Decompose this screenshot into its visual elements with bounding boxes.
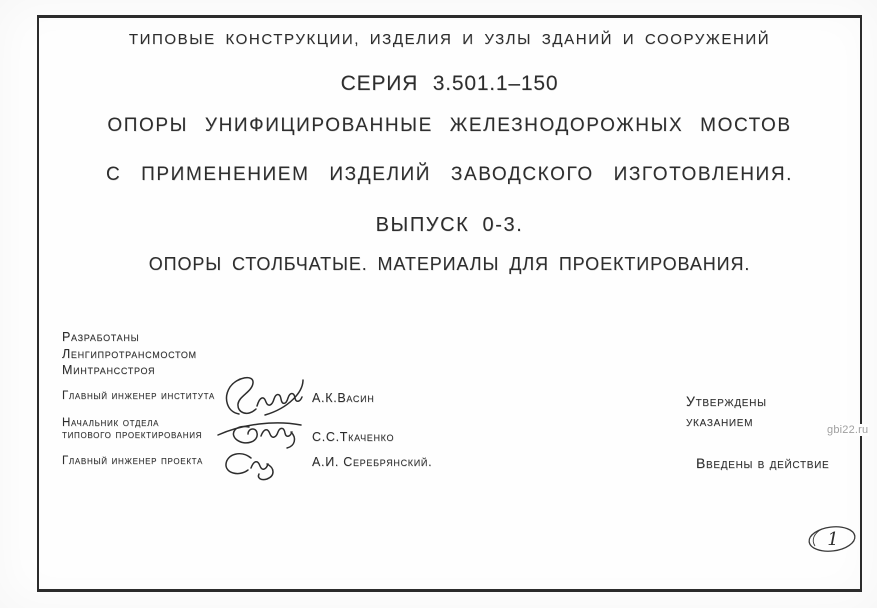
developed-by-line-1: Разработаны — [62, 330, 140, 344]
page-number-stamp — [803, 520, 861, 558]
role-chief-project-engineer: Главный инженер проекта — [62, 455, 204, 467]
role-chief-engineer-institute: Главный инженер института — [62, 390, 215, 402]
signatures — [215, 372, 319, 482]
subtitle-line: ОПОРЫ СТОЛБЧАТЫЕ. МАТЕРИАЛЫ ДЛЯ ПРОЕКТИРОВАНИЯ. — [148, 254, 751, 274]
effective-line: Введены в действие — [696, 455, 830, 471]
approved-by-line: указанием — [686, 413, 754, 429]
signature-serebryansky — [226, 454, 273, 480]
signatory-name-serebryansky: А.И. Серебрянский. — [312, 455, 433, 469]
border-frame — [37, 15, 862, 592]
series-line: СЕРИЯ 3.501.1–150 — [340, 72, 559, 95]
signature-tkachenko — [218, 423, 301, 448]
page-number: 1 — [827, 529, 839, 550]
role-head-of-department-line-1: Начальник отдела — [62, 417, 160, 429]
issue-line: ВЫПУСК 0-3. — [375, 214, 524, 236]
signatory-name-vasin: А.К.Васин — [312, 391, 375, 405]
stamp-oval-retrace — [813, 529, 822, 546]
developed-by-line-2: Ленгипротрансмостом — [62, 347, 197, 361]
signature-vasin — [227, 378, 303, 415]
signatory-name-tkachenko: С.С.Ткаченко — [312, 430, 395, 444]
developed-by-line-3: Минтрансстроя — [62, 363, 156, 377]
title-line-1: ОПОРЫ УНИФИЦИРОВАННЫЕ ЖЕЛЕЗНОДОРОЖНЫХ МОСТОВ — [107, 115, 792, 136]
doc-category-line: ТИПОВЫЕ КОНСТРУКЦИИ, ИЗДЕЛИЯ И УЗЛЫ ЗДАНИЙ И СООРУЖЕНИЙ — [128, 31, 771, 48]
role-head-of-department-line-2: типового проектирования — [62, 429, 203, 441]
title-line-2: С ПРИМЕНЕНИЕМ ИЗДЕЛИЙ ЗАВОДСКОГО ИЗГОТОВЛЕНИЯ. — [105, 164, 794, 185]
approved-line: Утверждены — [686, 393, 767, 409]
site-watermark: gbi22.ru — [827, 424, 869, 436]
